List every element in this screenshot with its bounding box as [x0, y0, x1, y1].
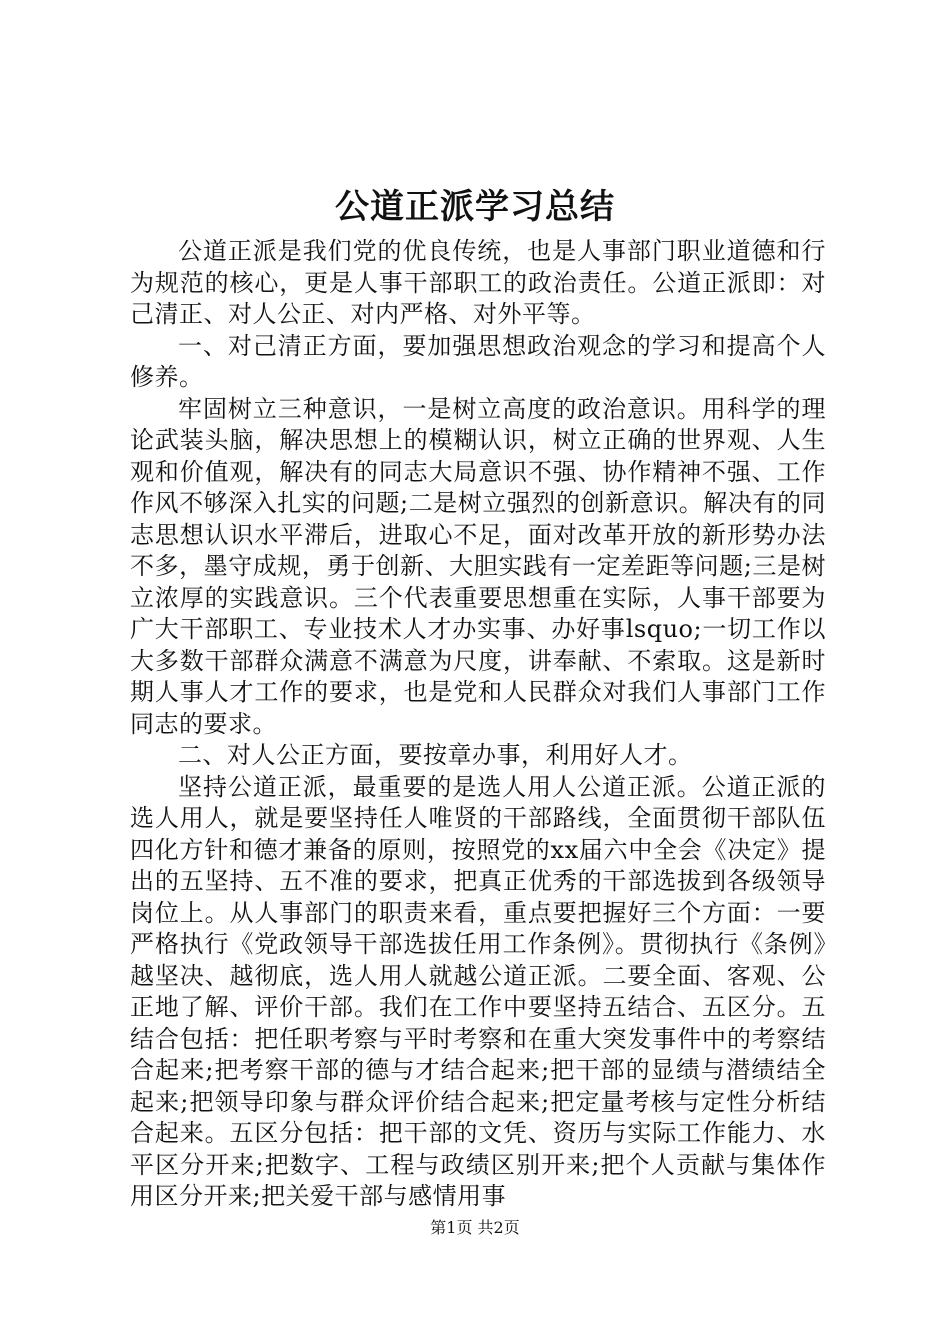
paragraph-selection: 坚持公道正派，最重要的是选人用人公道正派。公道正派的选人用人，就是要坚持任人唯贤的干部路线，全面贯彻干部队伍四化方针和德才兼备的原则，按照党的xx届六中全会《决定》提出的五坚持、五不准的要求，把真正优秀的干部选拔到各级领导岗位上。从人事部门的职责来看，重点要把握好三个方面：一要严格执行《党政领导干部选拔任用工作条例》。贯彻执行《条例》越坚决、越彻底，选人用人就越公道正派。二要全面、客观、公正地了解、评价干部。我们在工作中要坚持五结合、五区分。五结合包括：把任职考察与平时考察和在重大突发事件中的考察结合起来;把考察干部的德与才结合起来;把干部的显绩与潜绩结全起来;把领导印象与群众评价结合起来;把定量考核与定性分析结合起来。五区分包括：把干部的文凭、资历与实际工作能力、水平区分开来;把数字、工程与政绩区别开来;把个人贡献与集体作用区分开来;把关爱干部与感情用事 [130, 772, 826, 1210]
paragraph-three-awareness: 牢固树立三种意识，一是树立高度的政治意识。用科学的理论武装头脑，解决思想上的模糊认识，树立正确的世界观、人生观和价值观，解决有的同志大局意识不强、协作精神不强、工作作风不够深入扎实的问题;二是树立强烈的创新意识。解决有的同志思想认识水平滞后，进取心不足，面对改革开放的新形势办法不多，墨守成规，勇于创新、大胆实践有一定差距等问题;三是树立浓厚的实践意识。三个代表重要思想重在实际，人事干部要为广大干部职工、专业技术人才办实事、办好事lsquo;一切工作以大多数干部群众满意不满意为尺度，讲奉献、不索取。这是新时期人事人才工作的要求，也是党和人民群众对我们人事部门工作同志的要求。 [130, 394, 826, 738]
paragraph-heading-1: 一、对己清正方面，要加强思想政治观念的学习和提高个人修养。 [130, 331, 826, 391]
document-body [130, 236, 826, 1213]
page-number-footer: 第1页 共2页 [430, 1218, 520, 1237]
paragraph-intro: 公道正派是我们党的优良传统，也是人事部门职业道德和行为规范的核心，更是人事干部职工的政治责任。公道正派即：对己清正、对人公正、对内严格、对外平等。 [130, 237, 826, 328]
paragraph-heading-2: 二、对人公正方面，要按章办事，利用好人才。 [178, 741, 693, 769]
document-title: 公道正派学习总结 [335, 187, 615, 227]
